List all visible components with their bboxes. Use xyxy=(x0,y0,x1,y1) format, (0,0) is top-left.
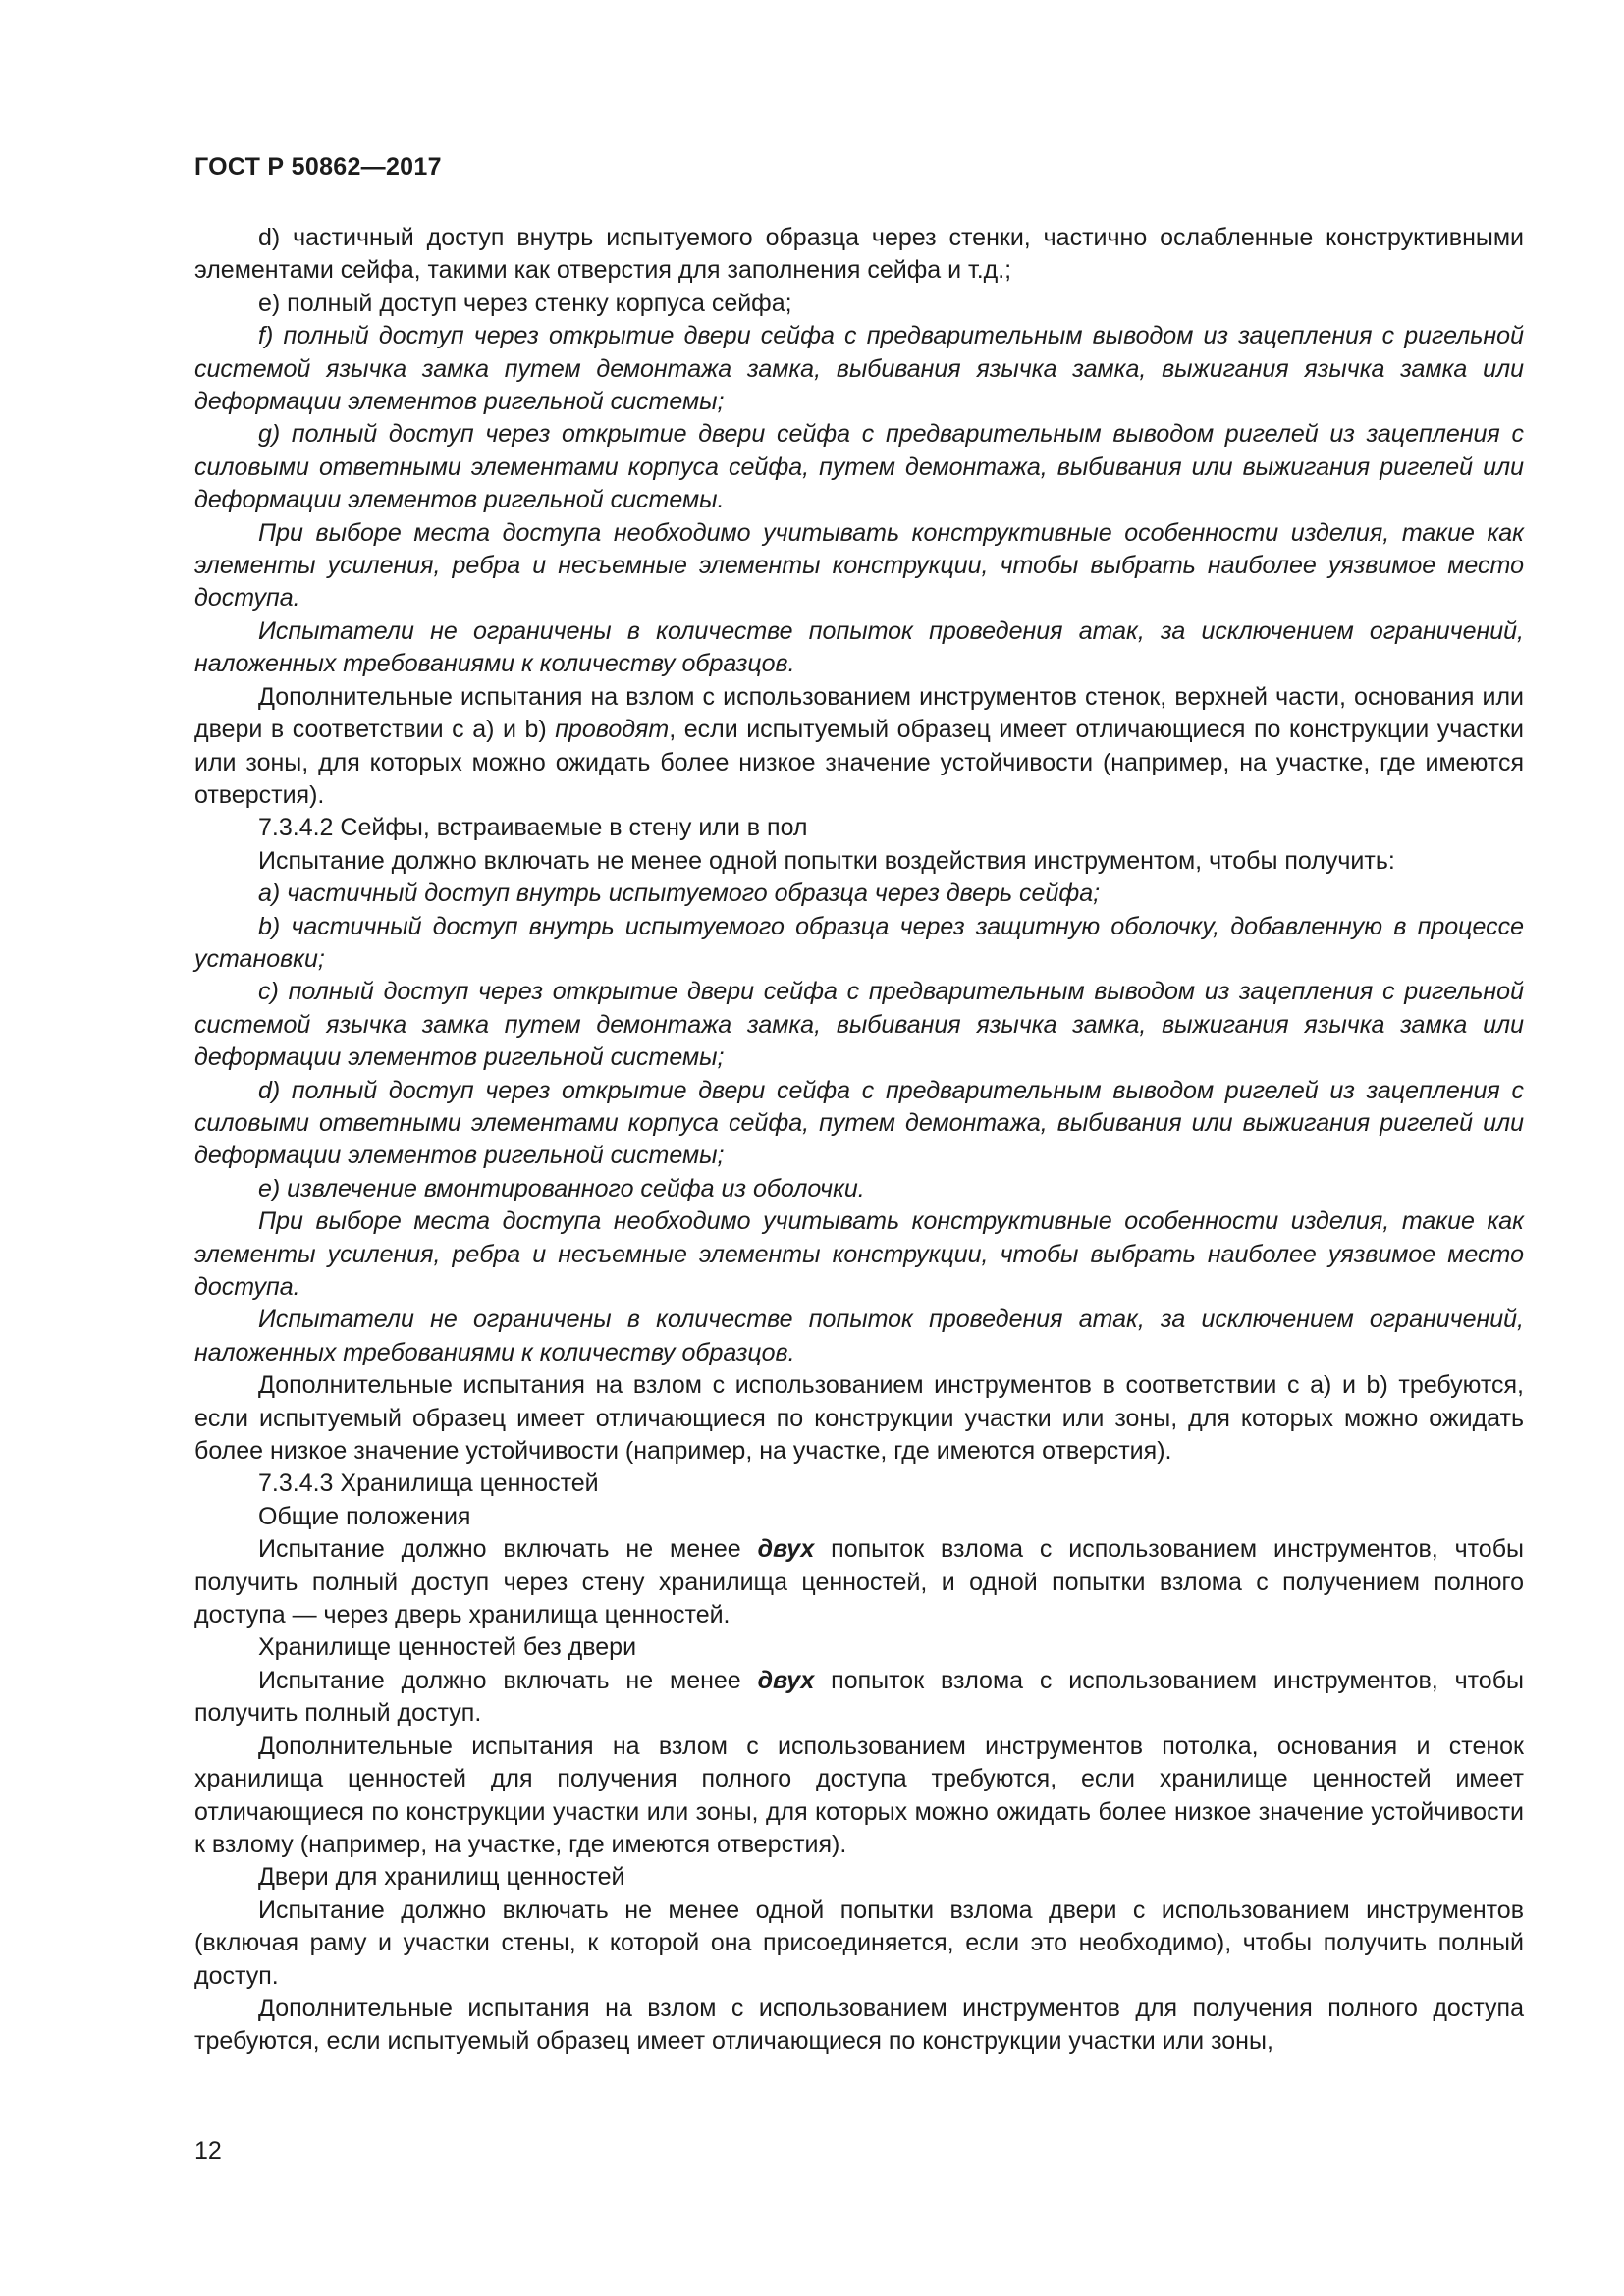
paragraph: Испытание должно включать не менее одной попытки воздействия инструментом, чтобы получить: xyxy=(258,846,1395,875)
paragraph: g) полный доступ через открытие двери сейфа с предварительным выводом ригелей из зацепления с силовыми ответными элементами корпуса сейфа, путем демонтажа, выбивания или выжигания ригелей или деформации элементов ригельной системы. xyxy=(194,420,1524,514)
paragraph-text: Дополнительные испытания на взлом с использованием инструментов стенок, верхней части, основания или двери в соответствии с а) и b) xyxy=(194,682,1524,744)
subheading: Двери для хранилищ ценностей xyxy=(258,1863,625,1892)
paragraph: c) полный доступ через открытие двери сейфа с предварительным выводом из зацепления с ригельной системой язычка замка путем демонтажа замка, выбивания язычка замка, выжигания язычка замка или деформации элементов ригельной системы; xyxy=(194,978,1524,1072)
paragraph-emphasis: двух xyxy=(757,1666,815,1694)
paragraph: Дополнительные испытания на взлом с использованием инструментов для получения полного доступа требуются, если испытуемый образец имеет отличающиеся по конструкции участки или зоны, xyxy=(194,1994,1524,2056)
paragraph xyxy=(194,681,1524,813)
paragraph: Испытатели не ограничены в количестве попыток проведения атак, за исключением ограничений, наложенных требованиями к количеству образцов. xyxy=(194,1306,1524,1366)
paragraph: Испытатели не ограничены в количестве попыток проведения атак, за исключением ограничений, наложенных требованиями к количеству образцов. xyxy=(194,616,1524,678)
paragraph: d) частичный доступ внутрь испытуемого образца через стенки, частично ослабленные конструктивными элементами сейфа, такими как отверстия для заполнения сейфа и т.д.; xyxy=(194,224,1524,285)
paragraph: f) полный доступ через открытие двери сейфа с предварительным выводом из зацепления с ригельной системой язычка замка путем демонтажа замка, выбивания язычка замка, выжигания язычка замка или деформации элементов ригельной системы; xyxy=(194,322,1524,416)
subheading: Общие положения xyxy=(258,1502,471,1530)
paragraph xyxy=(194,1533,1524,1631)
subheading: Хранилище ценностей без двери xyxy=(258,1633,637,1662)
paragraph-emphasis: двух xyxy=(757,1535,815,1564)
paragraph: e) извлечение вмонтированного сейфа из оболочки. xyxy=(258,1174,865,1202)
document-body xyxy=(194,222,1524,2058)
paragraph: При выборе места доступа необходимо учитывать конструктивные особенности изделия, такие как элементы усиления, ребра и несъемные элементы конструкции, чтобы выбрать наиболее уязвимое место доступа. xyxy=(194,1207,1524,1301)
paragraph: Испытание должно включать не менее одной попытки взлома двери с использованием инструментов (включая раму и участки стены, к которой она присоединяется, если это необходимо), чтобы получить полный доступ. xyxy=(194,1896,1524,1990)
paragraph xyxy=(194,1665,1524,1731)
paragraph-text: попыток взлома с использованием инструментов, чтобы получить полный доступ. xyxy=(194,1666,1524,1728)
paragraph: Дополнительные испытания на взлом с использованием инструментов в соответствии с а) и b) требуются, если испытуемый образец имеет отличающиеся по конструкции участки или зоны, для которых можно ожидать более низкое значение устойчивости (например, на участке, где имеются отверстия). xyxy=(194,1371,1524,1466)
paragraph: а) частичный доступ внутрь испытуемого образца через дверь сейфа; xyxy=(258,880,1101,908)
paragraph-italic-word: проводят xyxy=(555,716,670,744)
document-header: ГОСТ Р 50862—2017 xyxy=(194,153,442,181)
paragraph: e) полный доступ через стенку корпуса сейфа; xyxy=(258,289,792,317)
section-heading: 7.3.4.2 Сейфы, встраиваемые в стену или в пол xyxy=(258,814,808,842)
paragraph-text: , если испытуемый образец имеет отличающиеся по конструкции участки или зоны, для которых можно ожидать более низкое значение устойчивости (например, на участке, где имеются отверстия). xyxy=(194,716,1524,809)
paragraph: d) полный доступ через открытие двери сейфа с предварительным выводом ригелей из зацепления с силовыми ответными элементами корпуса сейфа, путем демонтажа, выбивания или выжигания ригелей или деформации элементов ригельной системы; xyxy=(194,1076,1524,1170)
section-heading: 7.3.4.3 Хранилища ценностей xyxy=(258,1469,599,1498)
paragraph-text: Испытание должно включать не менее xyxy=(258,1666,758,1694)
paragraph-text: Испытание должно включать не менее xyxy=(258,1535,758,1564)
page-number: 12 xyxy=(194,2137,222,2164)
paragraph-text: попыток взлома с использованием инструментов, чтобы получить полный доступ через стену хранилища ценностей, и одной попытки взлома с получением полного доступа — через дверь хранилища ценностей. xyxy=(194,1535,1524,1629)
paragraph: b) частичный доступ внутрь испытуемого образца через защитную оболочку, добавленную в процессе установки; xyxy=(194,912,1524,973)
paragraph: При выборе места доступа необходимо учитывать конструктивные особенности изделия, такие как элементы усиления, ребра и несъемные элементы конструкции, чтобы выбрать наиболее уязвимое место доступа. xyxy=(194,518,1524,613)
paragraph: Дополнительные испытания на взлом с использованием инструментов потолка, основания и стенок хранилища ценностей для получения полного доступа требуются, если хранилище ценностей имеет отличающиеся по конструкции участки или зоны, для которых можно ожидать более низкое значение устойчивости к взлому (например, на участке, где имеются отверстия). xyxy=(194,1732,1524,1858)
